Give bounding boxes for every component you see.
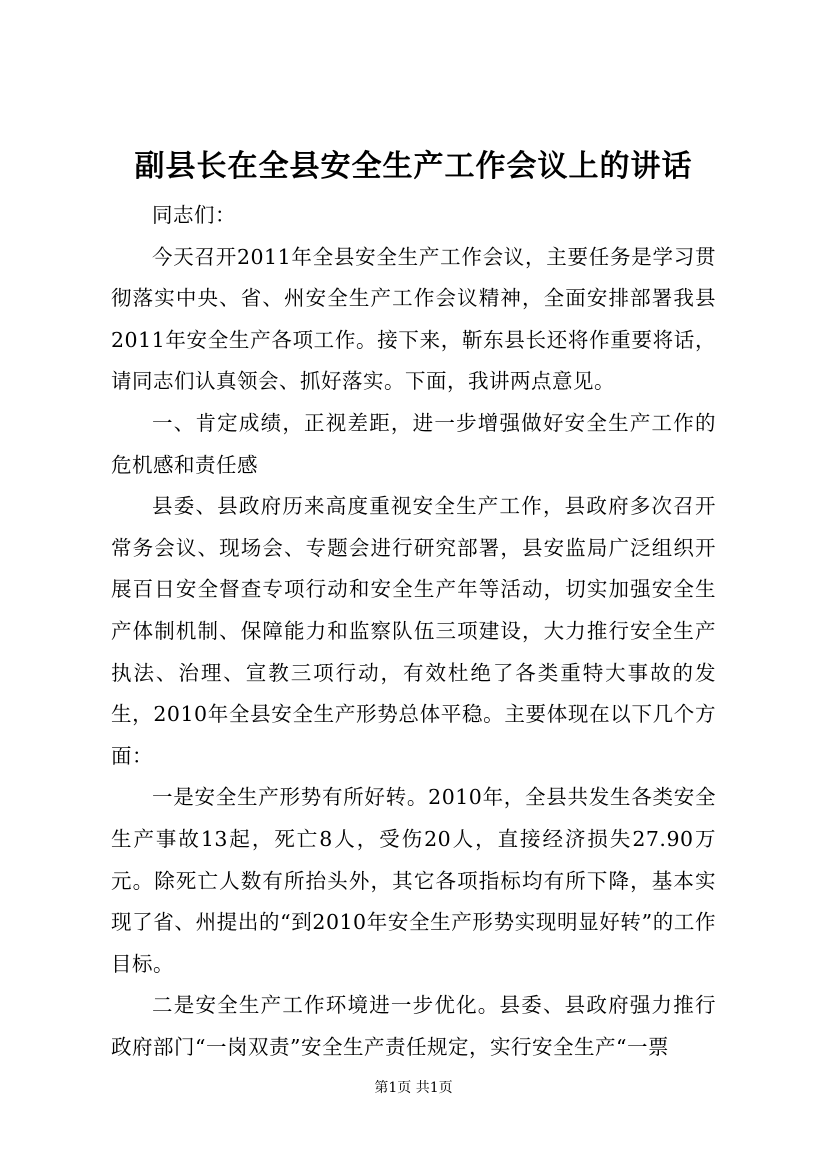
intro-paragraph: 今天召开2011年全县安全生产工作会议，主要任务是学习贯彻落实中央、省、州安全生产工作会议精神，全面安排部署我县2011年安全生产各项工作。接下来，靳东县长还将作重要将话，请同志们认真领会、抓好落实。下面，我讲两点意见。	[111, 244, 716, 394]
document-title: 副县长在全县安全生产工作会议上的讲话	[134, 149, 693, 184]
body-paragraph: 二是安全生产工作环境进一步优化。县委、县政府强力推行政府部门“一岗双责”安全生产责任规定，实行安全生产“一票	[111, 993, 716, 1059]
body-paragraph: 县委、县政府历来高度重视安全生产工作，县政府多次召开常务会议、现场会、专题会进行研究部署，县安监局广泛组织开展百日安全督查专项行动和安全生产年等活动，切实加强安全生产体制机制、保障能力和监察队伍三项建设，大力推行安全生产执法、治理、宣教三项行动，有效杜绝了各类重特大事故的发生，2010年全县安全生产形势总体平稳。主要体现在以下几个方面：	[111, 494, 716, 768]
salutation-paragraph: 同志们：	[152, 203, 236, 227]
section-heading-1: 一、肯定成绩，正视差距，进一步增强做好安全生产工作的危机感和责任感	[111, 410, 716, 477]
page-footer: 第1页 共1页	[374, 1080, 453, 1096]
body-paragraph: 一是安全生产形势有所好转。2010年，全县共发生各类安全生产事故13起，死亡8人，受伤20人，直接经济损失27.90万元。除死亡人数有所抬头外，其它各项指标均有所下降，基本实现了省、州提出的“到2010年安全生产形势实现明显好转”的工作目标。	[111, 785, 716, 976]
document-body	[111, 195, 716, 1068]
